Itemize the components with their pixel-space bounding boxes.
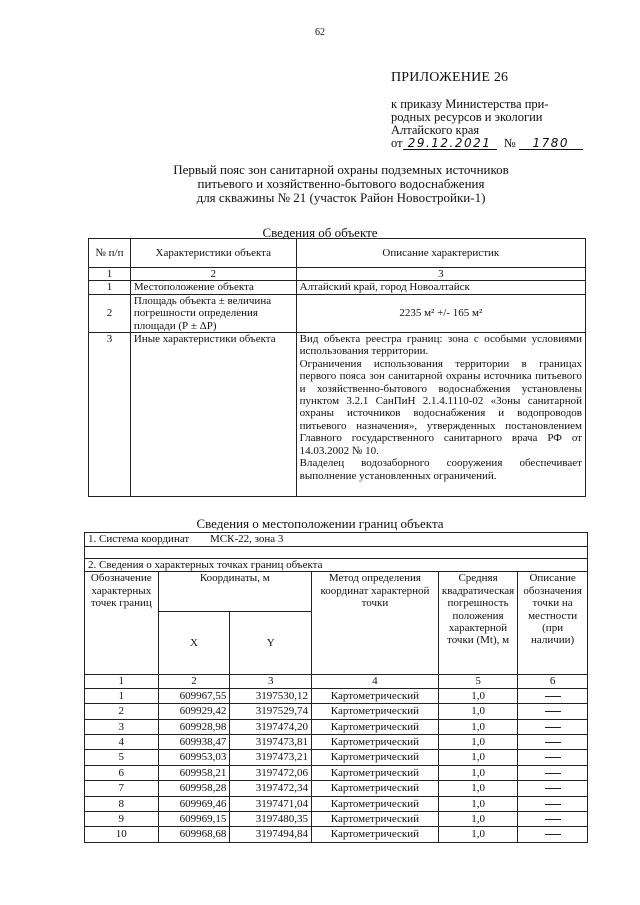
order-number: 1780 — [519, 137, 583, 150]
point-x: 609969,15 — [158, 811, 230, 826]
column-header-error: Средняя квадратическая погрешность положения характерной точки (Mt), м — [438, 572, 517, 675]
row-number: 1 — [89, 281, 131, 294]
column-number: 4 — [311, 675, 438, 688]
dash-mark — [545, 696, 561, 697]
point-error: 1,0 — [438, 811, 517, 826]
column-number: 6 — [518, 675, 588, 688]
row-number: 3 — [89, 333, 131, 497]
point-description-dash — [518, 811, 588, 826]
point-x: 609958,28 — [158, 781, 230, 796]
row-characteristic: Местоположение объекта — [130, 281, 296, 294]
point-id: 7 — [85, 781, 159, 796]
table-row — [85, 765, 588, 780]
table-row — [85, 750, 588, 765]
appendix-title: ПРИЛОЖЕНИЕ 26 — [391, 70, 509, 85]
document-title-line: питьевого и хозяйственно-бытового водоснабжения — [197, 176, 485, 191]
table-header-row — [85, 572, 588, 612]
point-error: 1,0 — [438, 750, 517, 765]
point-id: 2 — [85, 704, 159, 719]
point-method: Картометрический — [311, 704, 438, 719]
point-description-dash — [518, 704, 588, 719]
point-error: 1,0 — [438, 796, 517, 811]
document-title-line: Первый пояс зон санитарной охраны подземных источников — [173, 162, 509, 177]
dash-mark — [545, 711, 561, 712]
points-caption: 2. Сведения о характерных точках границ объекта — [85, 559, 588, 572]
point-x: 609928,98 — [158, 719, 230, 734]
column-header-y: Y — [230, 612, 312, 675]
description-paragraph: Ограничения использования территории в границах первого пояса зон санитарной охраны источника питьевого и хозяйственно-бытового водоснабжения установлены пунктом 3.2.1 СанПиН 2.1.4.1110-02 «Зоны санитарной охраны источников водоснабжения и водопроводов питьевого назначения», утвержденных постановлением Главного государственного санитарного врача РФ от 14.03.2002 № 10. — [299, 357, 582, 457]
column-number: 2 — [158, 675, 230, 688]
point-method: Картометрический — [311, 750, 438, 765]
column-header-description: Описание характеристик — [296, 239, 585, 268]
point-error: 1,0 — [438, 827, 517, 842]
order-line: к приказу Министерства при- — [391, 97, 549, 111]
column-header-designation: Обозначение характерных точек границ — [85, 572, 159, 675]
point-y: 3197472,34 — [230, 781, 312, 796]
column-number-row — [85, 675, 588, 688]
point-error: 1,0 — [438, 765, 517, 780]
column-number: 3 — [296, 268, 585, 281]
point-description-dash — [518, 781, 588, 796]
column-number: 1 — [85, 675, 159, 688]
point-error: 1,0 — [438, 704, 517, 719]
point-error: 1,0 — [438, 719, 517, 734]
description-paragraph: Вид объекта реестра границ: зона с особыми условиями использования территории. — [299, 333, 582, 358]
row-characteristic: Площадь объекта ± величина погрешности определения площади (Р ± ΔР) — [130, 294, 296, 332]
point-method: Картометрический — [311, 827, 438, 842]
point-description-dash — [518, 765, 588, 780]
point-x: 609958,21 — [158, 765, 230, 780]
points-caption-row — [85, 559, 588, 572]
row-number: 2 — [89, 294, 131, 332]
table-row — [89, 294, 586, 332]
point-id: 6 — [85, 765, 159, 780]
point-y: 3197473,21 — [230, 750, 312, 765]
coordinate-system-row — [85, 533, 588, 547]
table-row — [89, 281, 586, 294]
dash-mark — [545, 773, 561, 774]
point-y: 3197474,20 — [230, 719, 312, 734]
point-method: Картометрический — [311, 796, 438, 811]
order-date-line — [391, 136, 583, 151]
column-header-coordinates: Координаты, м — [158, 572, 311, 612]
point-id: 5 — [85, 750, 159, 765]
dash-mark — [545, 834, 561, 835]
point-y: 3197471,04 — [230, 796, 312, 811]
point-description-dash — [518, 719, 588, 734]
point-error: 1,0 — [438, 734, 517, 749]
point-y: 3197472,06 — [230, 765, 312, 780]
column-header-characteristic: Характеристики объекта — [130, 239, 296, 268]
table-row — [85, 796, 588, 811]
coordinate-system-value: МСК-22, зона 3 — [209, 533, 284, 546]
coordinate-system — [85, 533, 588, 547]
point-error: 1,0 — [438, 688, 517, 703]
point-method: Картометрический — [311, 765, 438, 780]
row-description: Алтайский край, город Новоалтайск — [296, 281, 585, 294]
dash-mark — [545, 727, 561, 728]
spacer-row — [85, 547, 588, 559]
point-description-dash — [518, 796, 588, 811]
point-description-dash — [518, 827, 588, 842]
point-x: 609938,47 — [158, 734, 230, 749]
point-y: 3197473,81 — [230, 734, 312, 749]
row-description: 2235 м² +/- 165 м² — [296, 294, 585, 332]
section-title-object-info: Сведения об объекте — [262, 225, 378, 240]
column-number: 5 — [438, 675, 517, 688]
point-description-dash — [518, 734, 588, 749]
order-reference — [391, 98, 591, 137]
point-y: 3197480,35 — [230, 811, 312, 826]
point-y: 3197529,74 — [230, 704, 312, 719]
column-number: 2 — [130, 268, 296, 281]
object-info-table — [88, 238, 586, 497]
point-error: 1,0 — [438, 781, 517, 796]
column-header-x: X — [158, 612, 230, 675]
point-y: 3197530,12 — [230, 688, 312, 703]
spacer-cell — [85, 547, 588, 559]
point-y: 3197494,84 — [230, 827, 312, 842]
table-row — [85, 704, 588, 719]
point-method: Картометрический — [311, 811, 438, 826]
order-line: родных ресурсов и экологии — [391, 110, 543, 124]
point-x: 609969,46 — [158, 796, 230, 811]
table-header-row — [89, 239, 586, 268]
column-number-row — [89, 268, 586, 281]
row-description — [296, 333, 585, 497]
point-id: 3 — [85, 719, 159, 734]
column-header-description: Описание обозначения точки на местности (при наличии) — [518, 572, 588, 675]
column-number: 1 — [89, 268, 131, 281]
points-body — [85, 688, 588, 842]
table-row — [85, 734, 588, 749]
point-description-dash — [518, 688, 588, 703]
point-x: 609953,03 — [158, 750, 230, 765]
column-header-method: Метод определения координат характерной точки — [311, 572, 438, 675]
document-title — [150, 163, 532, 205]
point-id: 10 — [85, 827, 159, 842]
description-paragraph: Владелец водозаборного сооружения обеспечивает выполнение установленных ограничений. — [299, 457, 582, 482]
point-method: Картометрический — [311, 734, 438, 749]
order-line: Алтайского края — [391, 123, 480, 137]
coordinate-system-label: 1. Система координат — [88, 533, 190, 546]
column-number: 3 — [230, 675, 312, 688]
point-id: 4 — [85, 734, 159, 749]
dash-mark — [545, 804, 561, 805]
column-header-number: № п/п — [89, 239, 131, 268]
table-row — [85, 827, 588, 842]
point-id: 9 — [85, 811, 159, 826]
boundary-points-table — [84, 532, 588, 843]
table-row — [89, 333, 586, 497]
point-x: 609967,55 — [158, 688, 230, 703]
table-row — [85, 688, 588, 703]
row-characteristic: Иные характеристики объекта — [130, 333, 296, 497]
order-date: 29.12.2021 — [403, 137, 497, 150]
point-method: Картометрический — [311, 719, 438, 734]
document-title-line: для скважины № 21 (участок Район Новостройки-1) — [196, 190, 486, 205]
section-title-boundaries: Сведения о местоположении границ объекта — [196, 516, 444, 531]
order-number-sign: № — [503, 136, 516, 150]
point-method: Картометрический — [311, 781, 438, 796]
point-x: 609929,42 — [158, 704, 230, 719]
page-number: 62 — [315, 27, 325, 38]
order-date-prefix: от — [391, 136, 403, 150]
point-id: 8 — [85, 796, 159, 811]
point-id: 1 — [85, 688, 159, 703]
point-x: 609968,68 — [158, 827, 230, 842]
dash-mark — [545, 788, 561, 789]
table-row — [85, 781, 588, 796]
dash-mark — [545, 757, 561, 758]
table-row — [85, 719, 588, 734]
table-row — [85, 811, 588, 826]
dash-mark — [545, 819, 561, 820]
point-description-dash — [518, 750, 588, 765]
point-method: Картометрический — [311, 688, 438, 703]
dash-mark — [545, 742, 561, 743]
